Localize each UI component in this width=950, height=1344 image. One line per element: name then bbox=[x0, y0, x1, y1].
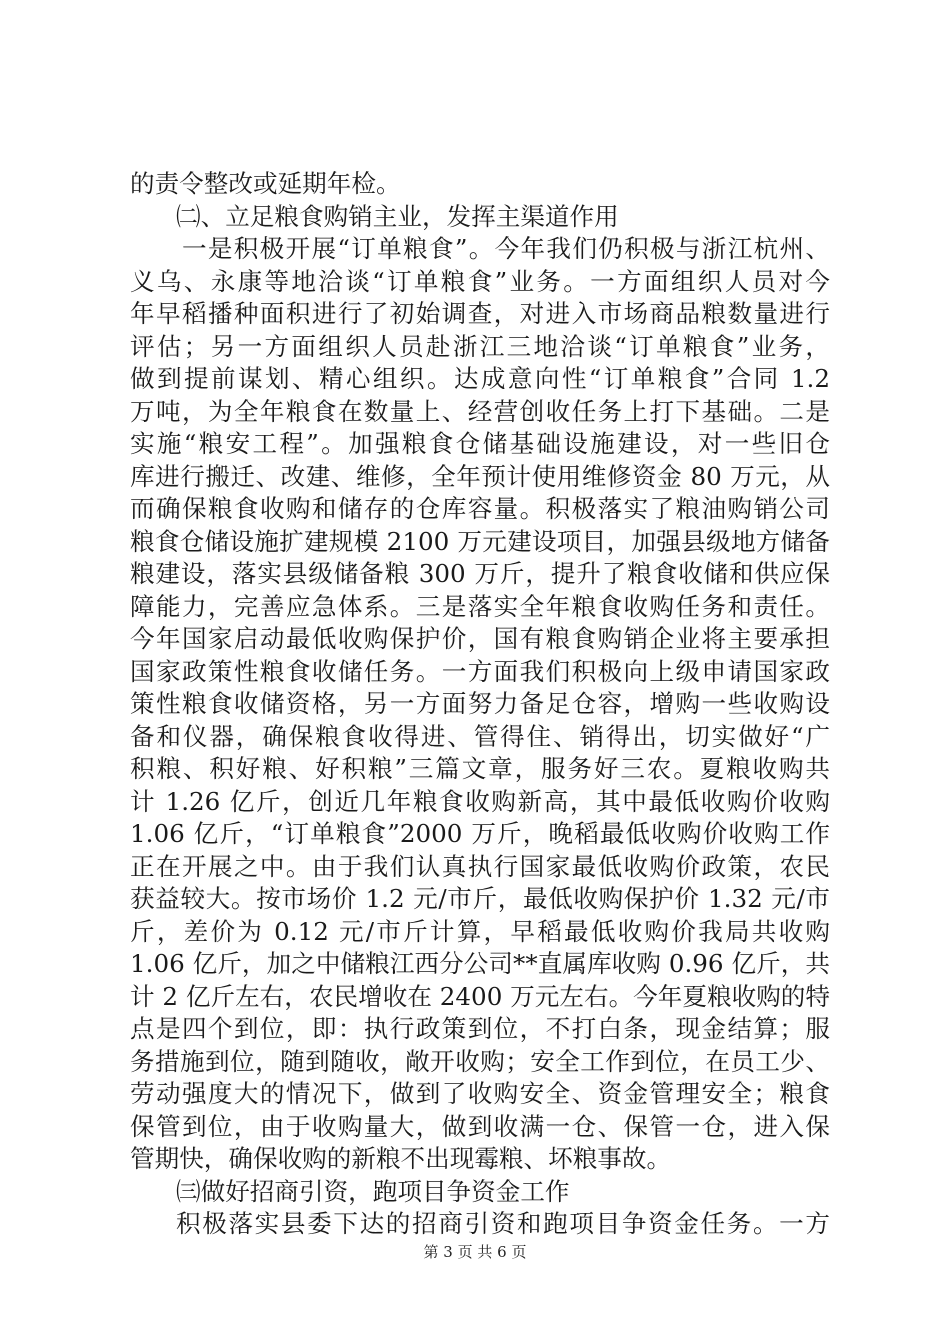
text-line: 正在开展之中。由于我们认真执行国家最低收购价政策，农民 bbox=[130, 851, 830, 881]
text-line: 今年国家启动最低收购保护价，国有粮食购销企业将主要承担 bbox=[130, 624, 830, 653]
text-line: 粮食仓储设施扩建规模 2100 万元建设项目，加强县级地方储备 bbox=[130, 526, 830, 556]
text-line: ㈡、立足粮食购销主业，发挥主渠道作用 bbox=[176, 201, 619, 231]
text-line: 务措施到位，随到随收，敞开收购；安全工作到位，在员工少、 bbox=[130, 1046, 830, 1076]
text-line: ㈢做好招商引资，跑项目争资金工作 bbox=[176, 1176, 570, 1206]
text-line: 1.06 亿斤，加之中储粮江西分公司**直属库收购 0.96 亿斤，共 bbox=[130, 949, 830, 978]
text-line: 点是四个到位，即：执行政策到位，不打白条，现金结算；服 bbox=[130, 1014, 830, 1043]
text-line: 管期快，确保收购的新粮不出现霉粮、坏粮事故。 bbox=[130, 1144, 672, 1173]
text-line: 实施“粮安工程”。加强粮食仓储基础设施建设，对一些旧仓 bbox=[130, 429, 830, 458]
text-line: 1.06 亿斤，“订单粮食”2000 万斤，晚稻最低收购价收购工作 bbox=[130, 819, 830, 848]
text-line: 粮建设，落实县级储备粮 300 万斤，提升了粮食收储和供应保 bbox=[130, 559, 830, 588]
text-line: 做到提前谋划、精心组织。达成意向性“订单粮食”合同 1.2 bbox=[130, 364, 830, 393]
text-line: 障能力，完善应急体系。三是落实全年粮食收购任务和责任。 bbox=[130, 591, 830, 621]
text-line: 国家政策性粮食收储任务。一方面我们积极向上级申请国家政 bbox=[130, 656, 830, 686]
document-body bbox=[130, 168, 830, 1241]
text-line: 的责令整改或延期年检。 bbox=[130, 169, 401, 198]
text-line: 万吨，为全年粮食在数量上、经营创收任务上打下基础。二是 bbox=[130, 396, 830, 426]
text-line: 备和仪器，确保粮食收得进、管得住、销得出，切实做好“广 bbox=[130, 721, 830, 751]
text-line: 计 1.26 亿斤，创近几年粮食收购新高，其中最低收购价收购 bbox=[130, 786, 830, 816]
text-line: 获益较大。按市场价 1.2 元/市斤，最低收购保护价 1.32 元/市 bbox=[130, 884, 830, 913]
text-line: 计 2 亿斤左右，农民增收在 2400 万元左右。今年夏粮收购的特 bbox=[130, 981, 830, 1011]
text-line: 库进行搬迁、改建、维修，全年预计使用维修资金 80 万元，从 bbox=[130, 461, 830, 491]
text-line: 劳动强度大的情况下，做到了收购安全、资金管理安全；粮食 bbox=[130, 1079, 830, 1108]
text-line: 义乌、永康等地洽谈“订单粮食”业务。一方面组织人员对今 bbox=[130, 266, 830, 296]
text-line: 保管到位，由于收购量大，做到收满一仓、保管一仓，进入保 bbox=[130, 1111, 830, 1141]
text-line: 积极落实县委下达的招商引资和跑项目争资金任务。一方 bbox=[176, 1209, 830, 1238]
text-line: 积粮、积好粮、好积粮”三篇文章，服务好三农。夏粮收购共 bbox=[130, 754, 830, 783]
text-line: 而确保粮食收购和储存的仓库容量。积极落实了粮油购销公司 bbox=[130, 494, 830, 523]
text-line: 一是积极开展“订单粮食”。今年我们仍积极与浙江杭州、 bbox=[182, 234, 830, 263]
page-footer: 第 3 页 共 6 页 bbox=[423, 1243, 527, 1261]
text-line: 斤，差价为 0.12 元/市斤计算，早稻最低收购价我局共收购 bbox=[130, 916, 830, 946]
text-line: 策性粮食收储资格，另一方面努力备足仓容，增购一些收购设 bbox=[130, 689, 830, 718]
text-line: 年早稻播种面积进行了初始调查，对进入市场商品粮数量进行 bbox=[130, 299, 830, 328]
text-line: 评估；另一方面组织人员赴浙江三地洽谈“订单粮食”业务， bbox=[130, 331, 830, 361]
